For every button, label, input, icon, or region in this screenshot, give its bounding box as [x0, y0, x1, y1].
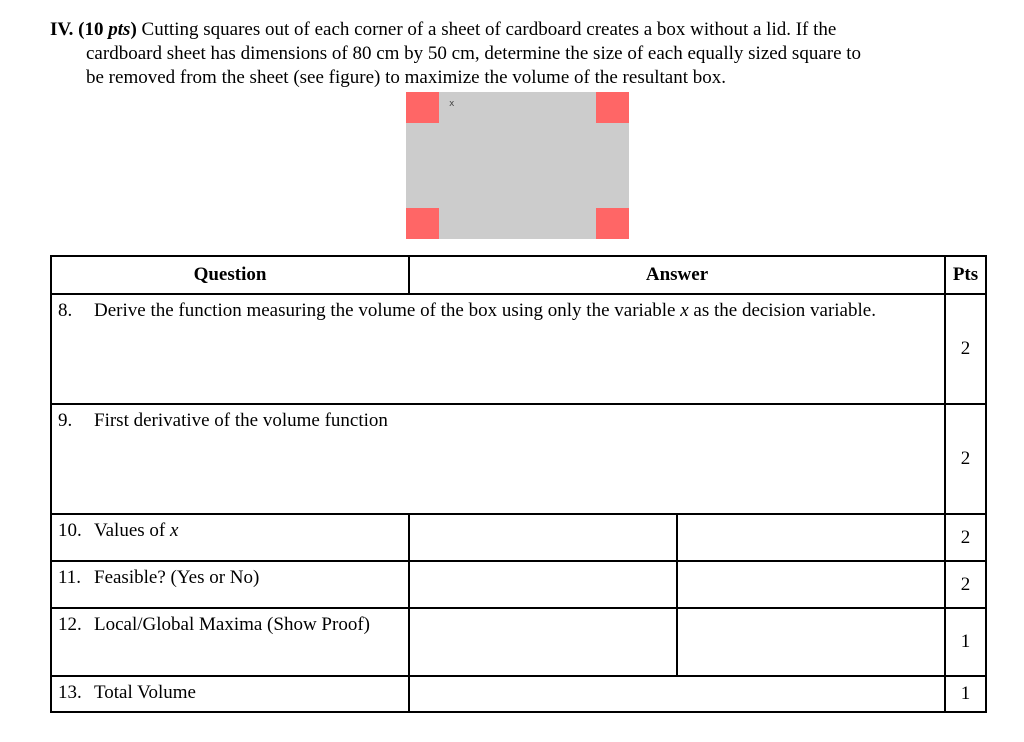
- problem-label: IV.: [50, 19, 74, 40]
- answer-cell-b[interactable]: [677, 561, 945, 608]
- corner-square-top-left: [406, 92, 439, 123]
- question-cell-9: [51, 404, 945, 514]
- question-text: Feasible? (Yes or No): [94, 567, 260, 588]
- table-row: [51, 294, 986, 404]
- pts-cell: 2: [945, 514, 986, 561]
- problem-text-line-1: Cutting squares out of each corner of a sheet of cardboard creates a box without a lid. If the: [136, 19, 837, 40]
- question-cell-11: [51, 561, 409, 608]
- problem-points-open: (10: [78, 19, 109, 40]
- table-row: [51, 514, 986, 561]
- answer-cell-total[interactable]: [409, 676, 945, 712]
- problem-statement: [50, 18, 990, 90]
- pts-cell: 2: [945, 294, 986, 404]
- problem-points-unit: pts: [108, 19, 131, 40]
- table-row: [51, 404, 986, 514]
- header-pts: Pts: [945, 256, 986, 294]
- corner-square-bottom-right: [596, 208, 629, 239]
- answer-cell-b[interactable]: [677, 514, 945, 561]
- figure-x-label: x: [449, 99, 455, 109]
- cardboard-figure: [406, 92, 629, 239]
- table-row: [51, 608, 986, 676]
- question-number: 11.: [58, 567, 82, 588]
- question-cell-13: [51, 676, 409, 712]
- pts-cell: 1: [945, 608, 986, 676]
- question-answer-table: [50, 255, 987, 713]
- question-number: 9.: [58, 410, 73, 431]
- table-row: [51, 676, 986, 712]
- answer-cell-a[interactable]: [409, 561, 677, 608]
- question-text: Local/Global Maxima (Show Proof): [94, 614, 370, 635]
- question-number: 10.: [58, 520, 82, 541]
- table-header-row: [51, 256, 986, 294]
- question-number: 8.: [58, 300, 73, 321]
- question-text: Total Volume: [94, 682, 196, 703]
- question-number: 13.: [58, 682, 82, 703]
- answer-cell-b[interactable]: [677, 608, 945, 676]
- header-question: Question: [51, 256, 409, 294]
- question-number: 12.: [58, 614, 82, 635]
- header-answer: Answer: [409, 256, 945, 294]
- question-text: Derive the function measuring the volume of the box using only the variable x as the decision variable.: [94, 300, 876, 321]
- problem-text-line-2: cardboard sheet has dimensions of 80 cm by 50 cm, determine the size of each equally sized square to: [86, 43, 862, 64]
- question-text: Values of x: [94, 520, 179, 541]
- question-text: First derivative of the volume function: [94, 410, 388, 431]
- pts-cell: 2: [945, 404, 986, 514]
- pts-cell: 1: [945, 676, 986, 712]
- corner-square-top-right: [596, 92, 629, 123]
- answer-cell-a[interactable]: [409, 514, 677, 561]
- question-cell-8: [51, 294, 945, 404]
- question-cell-10: [51, 514, 409, 561]
- answer-cell-a[interactable]: [409, 608, 677, 676]
- problem-text-line-3: be removed from the sheet (see figure) to maximize the volume of the resultant box.: [86, 67, 726, 88]
- question-cell-12: [51, 608, 409, 676]
- pts-cell: 2: [945, 561, 986, 608]
- problem-line-1: [50, 18, 990, 42]
- corner-square-bottom-left: [406, 208, 439, 239]
- problem-points-close: ): [130, 19, 137, 40]
- table-row: [51, 561, 986, 608]
